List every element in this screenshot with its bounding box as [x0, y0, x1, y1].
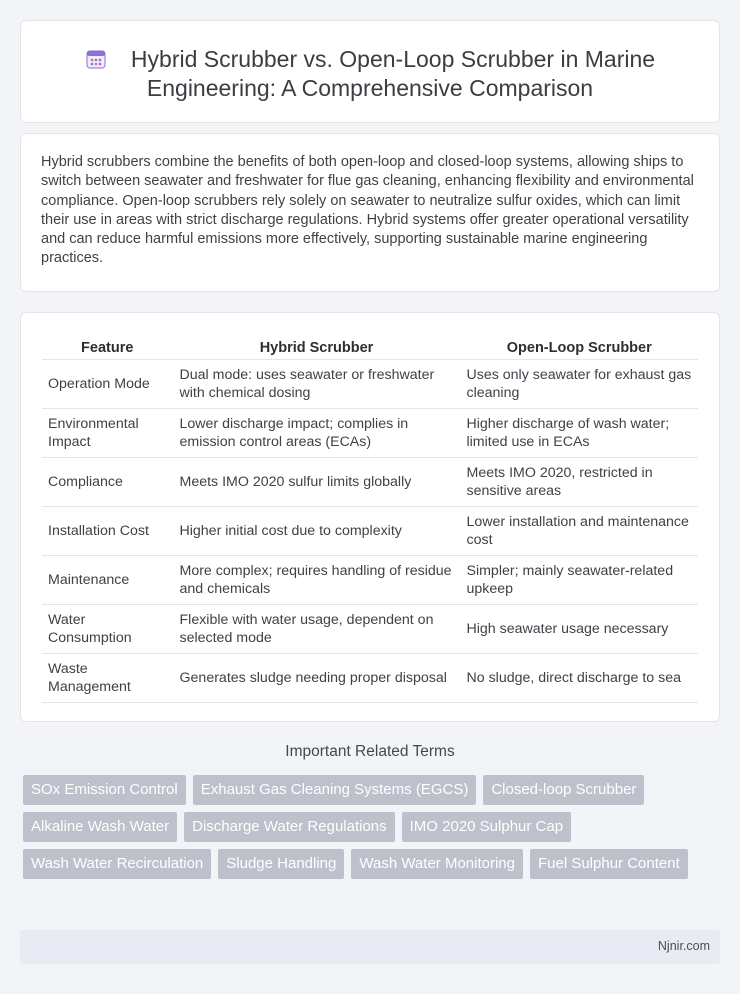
related-term-tag[interactable]: IMO 2020 Sulphur Cap	[402, 812, 571, 842]
related-term-tag[interactable]: Closed-loop Scrubber	[483, 775, 644, 805]
related-term-tag[interactable]: Exhaust Gas Cleaning Systems (EGCS)	[193, 775, 477, 805]
header-hybrid: Hybrid Scrubber	[173, 333, 460, 359]
open-loop-cell: Uses only seawater for exhaust gas cleaning	[460, 359, 698, 408]
hybrid-cell: Flexible with water usage, dependent on selected mode	[173, 604, 460, 653]
open-loop-cell: Higher discharge of wash water; limited use in ECAs	[460, 408, 698, 457]
title-card	[20, 20, 720, 123]
open-loop-cell: Lower installation and maintenance cost	[460, 506, 698, 555]
related-term-tag[interactable]: SOx Emission Control	[23, 775, 186, 805]
related-terms-heading: Important Related Terms	[285, 743, 455, 760]
feature-cell: Water Consumption	[42, 604, 173, 653]
hybrid-cell: More complex; requires handling of residue and chemicals	[173, 555, 460, 604]
related-term-tag[interactable]: Sludge Handling	[218, 849, 344, 879]
hybrid-cell: Meets IMO 2020 sulfur limits globally	[173, 457, 460, 506]
related-term-tag[interactable]: Discharge Water Regulations	[184, 812, 395, 842]
table-row	[42, 506, 698, 555]
table-row	[42, 359, 698, 408]
table-row	[42, 653, 698, 702]
hybrid-cell: Lower discharge impact; complies in emission control areas (ECAs)	[173, 408, 460, 457]
feature-cell: Waste Management	[42, 653, 173, 702]
feature-cell: Operation Mode	[42, 359, 173, 408]
table-header-row	[42, 333, 698, 359]
related-term-tag[interactable]: Alkaline Wash Water	[23, 812, 177, 842]
related-term-tag[interactable]: Wash Water Recirculation	[23, 849, 211, 879]
comparison-table	[42, 333, 698, 703]
open-loop-cell: High seawater usage necessary	[460, 604, 698, 653]
feature-cell: Maintenance	[42, 555, 173, 604]
title-line-1: Hybrid Scrubber vs. Open-Loop Scrubber in Marine	[130, 46, 656, 72]
related-terms-list	[23, 775, 703, 886]
header-open-loop: Open-Loop Scrubber	[460, 333, 698, 359]
header-feature: Feature	[42, 333, 173, 359]
table-row	[42, 408, 698, 457]
comparison-card	[20, 312, 720, 722]
title-line-2: Engineering: A Comprehensive Comparison	[146, 75, 594, 101]
footer-site-link[interactable]: Njnir.com	[657, 939, 710, 953]
related-term-tag[interactable]: Fuel Sulphur Content	[530, 849, 688, 879]
page-title	[21, 45, 719, 103]
related-term-tag[interactable]: Wash Water Monitoring	[351, 849, 523, 879]
open-loop-cell: Simpler; mainly seawater-related upkeep	[460, 555, 698, 604]
table-row	[42, 604, 698, 653]
intro-paragraph: Hybrid scrubbers combine the benefits of both open-loop and closed-loop systems, allowing ships to switch between seawater and freshwater for flue gas cleaning, enhancing flexibility and environmental compliance. Open-loop scrubbers rely solely on seawater to neutralize sulfur oxides, which can limit their use in areas with strict discharge regulations. Hybrid systems offer greater operational versatility and can reduce harmful emissions more effectively, supporting sustainable marine engineering practices.	[41, 154, 694, 267]
open-loop-cell: No sludge, direct discharge to sea	[460, 653, 698, 702]
calendar-icon	[85, 48, 107, 70]
feature-cell: Installation Cost	[42, 506, 173, 555]
feature-cell: Compliance	[42, 457, 173, 506]
feature-cell: Environmental Impact	[42, 408, 173, 457]
table-row	[42, 555, 698, 604]
intro-card	[20, 133, 720, 292]
table-row	[42, 457, 698, 506]
footer	[20, 930, 720, 964]
hybrid-cell: Dual mode: uses seawater or freshwater with chemical dosing	[173, 359, 460, 408]
open-loop-cell: Meets IMO 2020, restricted in sensitive areas	[460, 457, 698, 506]
hybrid-cell: Higher initial cost due to complexity	[173, 506, 460, 555]
hybrid-cell: Generates sludge needing proper disposal	[173, 653, 460, 702]
